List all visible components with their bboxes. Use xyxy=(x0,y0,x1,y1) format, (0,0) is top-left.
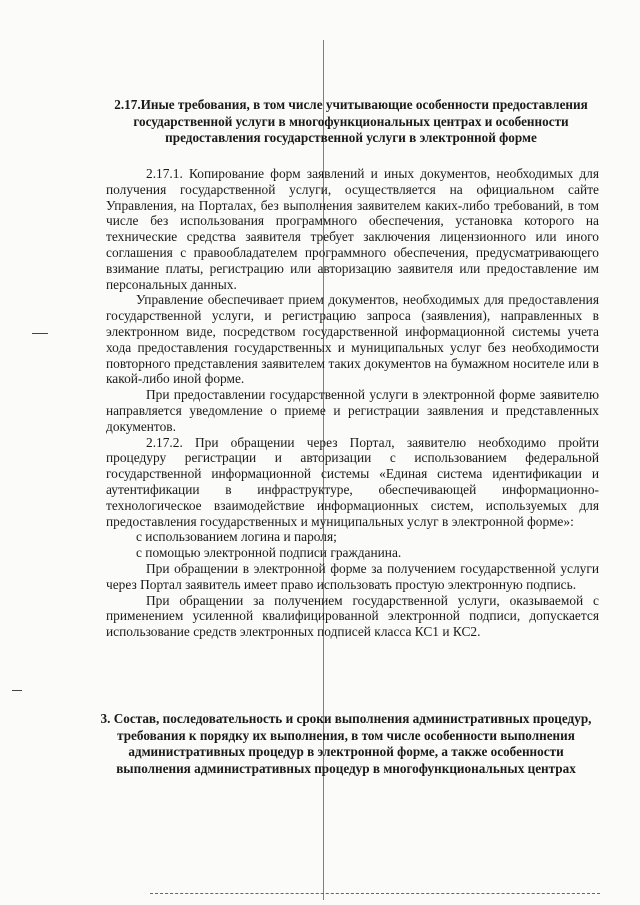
paragraph-acceptance: Управление обеспечивает прием документов, необходимых для предоставления государственной услуги, и регистрацию запроса (заявления), направленных в электронном виде, посредством государственной информационной системы учета хода предоставления государственных и муниципальных услуг без необходимости повторного представления заявителем таких документов на бумажном носителе или в какой-либо иной форме. xyxy=(106,292,599,387)
bottom-scan-edge xyxy=(150,893,600,894)
section-2-17-heading: 2.17.Иные требования, в том числе учитывающие особенности предоставления государственной услуги в многофункциональных центрах и особенности предоставления государственной услуги в электронной форме xyxy=(114,97,588,145)
list-item-login: с использованием логина и пароля; xyxy=(136,529,337,545)
paragraph-qualified-signature: При обращении за получением государственной услуги, оказываемой с применением усиленной квалифицированной электронной подписи, допускается использование средств электронных подписей класса КС1 и КС2. xyxy=(106,592,599,640)
paragraph-2-17-1: 2.17.1. Копирование форм заявлений и иных документов, необходимых для получения государственной услуги, осуществляется на официальном сайте Управления, на Порталах, без выполнения заявителем каких-либо требований, в том числе без использования программного обеспечения, установка которого на технические средства заявителя требует заключения лицензионного или иного соглашения с правообладателем программного обеспечения, предусматривающего взимание платы, регистрацию или авторизацию заявителя или предоставление им персональных данных. xyxy=(106,166,599,292)
paragraph-notification: При предоставлении государственной услуги в электронной форме заявителю направляется уведомление о приеме и регистрации заявления и представленных документов. xyxy=(106,387,599,434)
paragraph-simple-signature: При обращении в электронной форме за получением государственной услуги через Портал заявитель имеет право использовать простую электронную подпись. xyxy=(106,560,599,592)
margin-mark xyxy=(12,690,22,691)
section-3-heading: 3. Состав, последовательность и сроки выполнения административных процедур, требования к порядку их выполнения, в том числе особенности выполнения административных процедур в электронной форме, а также особенности выполнения административных процедур в многофункциональных центрах xyxy=(100,711,592,776)
margin-mark xyxy=(32,333,48,334)
section-2-17-body xyxy=(106,166,599,640)
paragraph-2-17-2: 2.17.2. При обращении через Портал, заявителю необходимо пройти процедуру регистрации и авторизации с использованием федеральной государственной информационной системы «Единая система идентификации и аутентификации в инфраструктуре, обеспечивающей информационно-технологическое взаимодействие информационных систем, используемых для предоставления государственных и муниципальных услуг в электронной форме»: xyxy=(106,434,599,529)
list-item-signature: с помощью электронной подписи гражданина. xyxy=(136,545,402,561)
